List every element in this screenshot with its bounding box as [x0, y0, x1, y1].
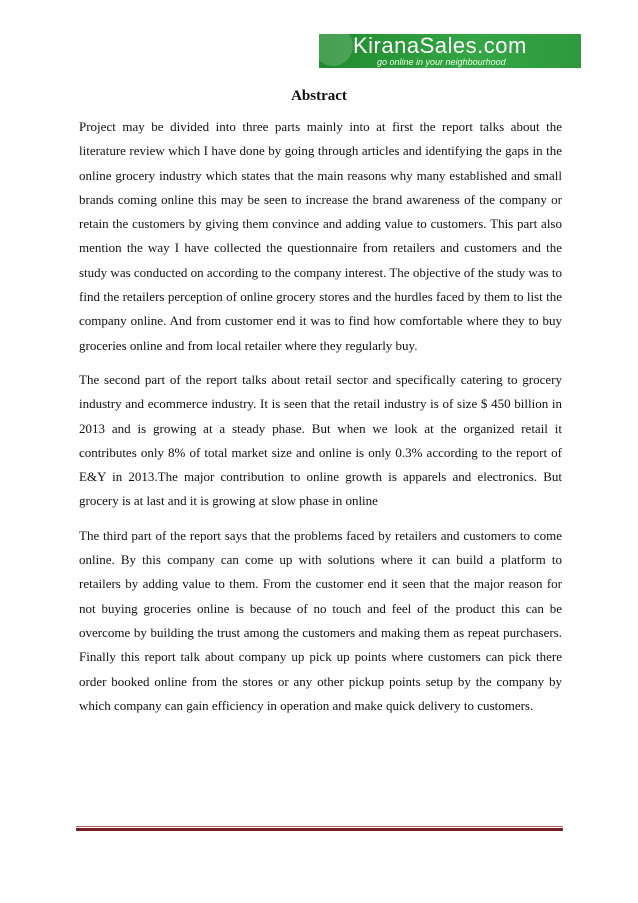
leaf-icon [319, 34, 353, 66]
logo-name: KiranaSales.com [353, 34, 527, 58]
footer-divider-thick [76, 828, 563, 831]
kiranasales-logo [319, 34, 581, 68]
logo-tagline: go online in your neighbourhood [377, 57, 506, 67]
paragraph-1: Project may be divided into three parts mainly into at first the report talks about the literature review which I have done by going through articles and identifying the gaps in the online grocery industry which states that the main reasons why many established and small brands coming online this may be seen to increase the brand awareness of the company or retain the customers by giving them convince and adding value to customers. This part also mention the way I have collected the questionnaire from retailers and customers and the study was conducted on according to the company interest. The objective of the study was to find the retailers perception of online grocery stores and the hurdles faced by them to list the company online. And from customer end it was to find how comfortable where they to buy groceries online and from local retailer where they regularly buy. [79, 119, 562, 353]
paragraph-2: The second part of the report talks about retail sector and specifically catering to grocery industry and ecommerce industry. It is seen that the retail industry is of size $ 450 billion in 2013 and is growing at a steady phase. But when we look at the organized retail it contributes only 8% of total market size and online is only 0.3% according to the report of E&Y in 2013.The major contribution to online growth is apparels and electronics. But grocery is at last and it is growing at slow phase in online [79, 371, 562, 509]
footer-divider-thin [76, 826, 563, 827]
page-title: Abstract [291, 88, 347, 104]
abstract-body [79, 115, 562, 728]
paragraph-3: The third part of the report says that the problems faced by retailers and customers to come online. By this company can come up with solutions where it can build a platform to retailers by adding value to them. From the customer end it seen that the major reason for not buying groceries online is because of no touch and feel of the product this can be overcome by building the trust among the customers and making them as repeat purchasers. Finally this report talk about company up pick up points where customers can pick there order booked online from the stores or any other pickup points setup by the company by which company can gain efficiency in operation and make quick delivery to customers. [79, 527, 562, 713]
